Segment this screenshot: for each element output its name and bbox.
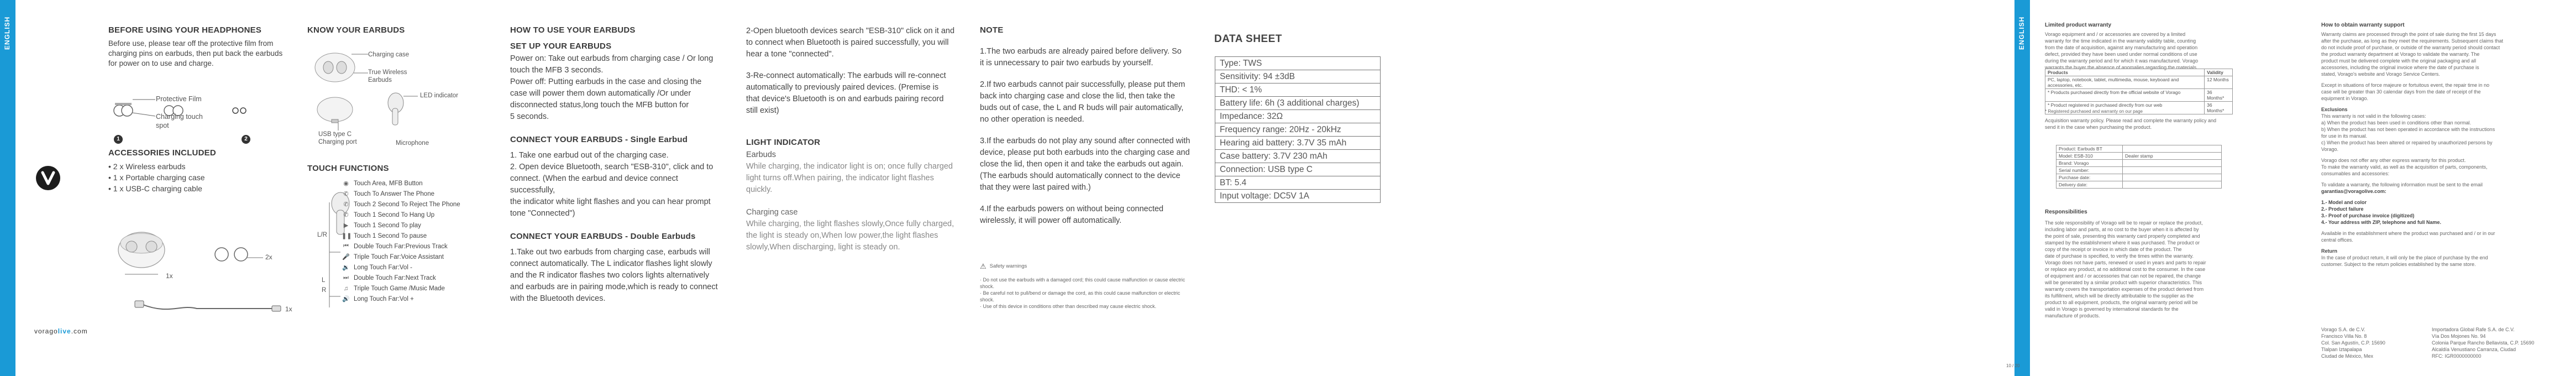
warranty-intro-line: from the date of acquisition, against any manufacturing and operation — [2045, 45, 2198, 50]
obtain-line: do not include proof of purchase, or outside of the warranty period should contact — [2321, 45, 2500, 50]
obtain-line-2: equipment in Vorago. — [2321, 96, 2369, 101]
single-earbud-line: 2. Open device Bluetooth, search "ESB-310", click and to — [510, 163, 713, 171]
spec-cell: Input voltage: DC5V 1A — [1215, 190, 1381, 203]
safety-line: · Use of this device in conditions other than described may cause electric shock. — [980, 304, 1157, 309]
how-to-use-title: HOW TO USE YOUR EARBUDS — [510, 25, 636, 35]
pause-icon: ❚❚ — [342, 233, 352, 239]
warranty-note-line: send it in the case when purchasing the product. — [2045, 124, 2152, 130]
reconnect-line: still exist) — [746, 106, 779, 115]
touch-function-row — [342, 294, 414, 304]
table-header-cell: Products — [2045, 69, 2205, 76]
obtain-line: the product warranty department at Vorago to validate the warranty. The — [2321, 51, 2480, 57]
before-using-title: BEFORE USING YOUR HEADPHONES — [108, 25, 262, 35]
setup-line: touch the MFB 3 seconds. — [510, 66, 604, 75]
case-indicator-line: slowly,When discharging, light is steady on. — [746, 243, 900, 252]
address-line: Tlalpan Iztapalapa — [2321, 347, 2362, 352]
double-earbud-title: CONNECT YOUR EARBUDS - Double Earbuds — [510, 232, 696, 241]
single-earbud-title: CONNECT YOUR EARBUDS - Single Earbud — [510, 135, 688, 144]
touch-function-text: Touch Area, MFB Button — [354, 180, 423, 187]
double-earbud-line: and earbuds are in pairing mode,which is ready to connect — [510, 283, 718, 291]
form-cell — [2123, 174, 2222, 181]
pairing-line: to connect when Bluetooth is paired successfully, you will — [746, 38, 949, 47]
form-cell — [2123, 145, 2222, 153]
earbuds-indicator-line: light turns off.When pairing, the indicator light flashes quickly. — [746, 174, 934, 194]
table-row — [1215, 123, 1381, 137]
table-cell: 12 Months — [2205, 76, 2233, 89]
responsibility-line: of equipment and / or accessories that can not be repaired, the change — [2045, 273, 2201, 279]
obtain-warranty-section — [2321, 21, 2564, 268]
note-line: 3.If the earbuds do not play any sound after connected with — [980, 137, 1190, 145]
spec-cell: THD: < 1% — [1215, 83, 1381, 97]
warranty-intro-line: warrants the buyer the absence of anomalies regarding the materials. — [2045, 65, 2198, 70]
address-line: Vorago S.A. de C.V. — [2321, 327, 2365, 332]
volume-down-icon: 🔉 — [342, 264, 350, 271]
extra-line: consumables and accessories: — [2321, 171, 2390, 176]
safety-line: shock. — [980, 284, 995, 289]
extra-line: To make the warranty valid, as well as the acquisition of parts, components, — [2321, 164, 2488, 170]
language-tab-left — [0, 0, 15, 376]
qty-cable: 1x — [285, 305, 292, 313]
before-using-section — [108, 25, 291, 69]
table-row — [1215, 70, 1381, 83]
note-line: back into charging case and close the lid, then take the — [980, 92, 1176, 101]
note-line: buds out of case, the L and R buds will pair automatically, — [980, 103, 1184, 112]
form-cell: Serial number: — [2056, 167, 2123, 174]
note-line: close the lid, then open it and take the earbuds out again. — [980, 160, 1184, 169]
return-title: Return — [2321, 248, 2337, 254]
spec-cell: Connection: USB type C — [1215, 163, 1381, 176]
setup-line: disconnected status,long touch the MFB button for — [510, 101, 689, 109]
voice-assistant-icon: 🎤 — [342, 254, 350, 260]
play-icon: ▶ — [343, 222, 349, 229]
touch-function-text: Touch 1 Second To pause — [354, 232, 427, 239]
accessory-item: • 1 x Portable charging case — [108, 173, 205, 182]
table-header-cell: Validity — [2205, 69, 2233, 76]
spec-cell: BT: 5.4 — [1215, 176, 1381, 190]
exclusions-title: Exclusions — [2321, 107, 2348, 112]
table-row — [2056, 181, 2222, 189]
touch-functions-list — [342, 178, 463, 311]
table-row — [2045, 76, 2233, 89]
address-line: Importadora Global Rafe S.A. de C.V. — [2432, 327, 2515, 332]
touch-functions-title: TOUCH FUNCTIONS — [307, 164, 389, 173]
obtain-warranty-title: How to obtain warranty support — [2321, 22, 2405, 28]
form-cell: Model: ESB-310 — [2056, 153, 2123, 160]
form-cell — [2123, 167, 2222, 174]
previous-track-icon: ⏮ — [343, 243, 349, 249]
phone-answer-icon: ✆ — [343, 191, 349, 197]
label-usb-port-2: Charging port — [318, 139, 357, 145]
pairing-line: 2-Open bluetooth devices search "ESB-310" click on it and — [746, 27, 955, 35]
return-line: customer. Subject to the return policies established by the same store. — [2321, 262, 2476, 267]
spec-cell: Hearing aid battery: 3.7V 35 mAh — [1215, 137, 1381, 150]
responsibilities-title: Responsibilities — [2045, 209, 2087, 215]
note-line: 2.If two earbuds cannot pair successfully, please put them — [980, 80, 1185, 89]
single-earbud-line: the indicator white light flashes and you can hear prompt — [510, 197, 711, 206]
language-tab-left-label: ENGLISH — [3, 16, 11, 50]
spec-cell: Battery life: 6h (3 additional charges) — [1215, 97, 1381, 110]
responsibilities-section — [2045, 208, 2266, 319]
accessory-item: • 2 x Wireless earbuds — [108, 162, 186, 171]
warranty-note-line: Acquisition warranty policy. Please read and complete the warranty policy and — [2045, 118, 2216, 123]
label-charging-case: Charging case — [368, 51, 410, 58]
warranty-intro-line: defect, provided they have been used under normal conditions of use — [2045, 51, 2197, 57]
note-title: NOTE — [980, 25, 1004, 35]
address-line: Colonia Parque Rancho Bellavista, C.P. 15690 — [2432, 340, 2535, 346]
table-row — [1215, 190, 1381, 203]
touch-function-text: Double Touch Far:Next Track — [354, 274, 436, 281]
earbuds-indicator-label: Earbuds — [746, 150, 777, 159]
touch-function-row — [342, 210, 434, 220]
responsibility-line: valid in Vorago is governed by international standards for the — [2045, 306, 2179, 312]
touch-function-row — [342, 283, 445, 294]
table-row — [2056, 153, 2222, 160]
note-line: wirelessly, it will power off automatically. — [980, 216, 1122, 225]
touch-function-row — [342, 273, 436, 283]
return-line: In the case of product return, it will only be the place of purchase by the end — [2321, 255, 2488, 260]
touch-label-l: L — [322, 277, 326, 284]
label-true-wireless-1: True Wireless — [368, 69, 407, 76]
touch-function-text: Double Touch Far:Previous Track — [354, 243, 448, 250]
responsibility-line: The sole responsibility of Vorago will be to repair or replace the product, — [2045, 220, 2203, 226]
contact-line: To validate a warranty, the following information must be sent to the email — [2321, 182, 2483, 187]
touch-function-row — [342, 231, 427, 241]
responsibility-line: Vorago does not have parts, renewed or used in years and parts to repair — [2045, 260, 2206, 265]
requirement-line: 4.- Your address with ZIP, telephone and full Name. — [2321, 220, 2442, 225]
setup-line: case will power them down automatically /Or under — [510, 89, 691, 98]
setup-line: 5 seconds. — [510, 112, 549, 121]
pairing-line: hear a tone "connected". — [746, 50, 834, 59]
language-tab-right — [2014, 0, 2030, 376]
requirement-line: 3.- Proof of purchase invoice (digitized) — [2321, 213, 2415, 218]
table-row — [2056, 167, 2222, 174]
case-indicator-line: While charging, the light flashes slowly,Once fully charged, — [746, 220, 954, 228]
warning-icon: ⚠ — [980, 262, 987, 270]
touch-function-text: Touch 1 Second To play — [354, 222, 421, 229]
extra-line: Vorago does not offer any other express warranty for this product. — [2321, 158, 2466, 163]
setup-title: SET UP YOUR EARBUDS — [510, 41, 612, 51]
availability-line: central offices. — [2321, 237, 2353, 243]
double-earbud-line: 1.Take out two earbuds from charging case, earbuds will — [510, 248, 710, 257]
responsibility-line: product to all equipment, products, the original warranty period will be — [2045, 300, 2198, 305]
warranty-note — [2045, 108, 2266, 130]
label-charging-spot-1: Charging touch — [156, 113, 203, 121]
table-row — [1215, 83, 1381, 97]
table-row — [1215, 176, 1381, 190]
table-cell: * Products purchased directly from the official website of Vorago — [2045, 89, 2205, 102]
obtain-line-2: case will be greater than 30 calendar days from the date of receipt of the — [2321, 89, 2481, 95]
obtain-line: product must be delivered complete with the original packaging and all — [2321, 58, 2477, 64]
table-row — [1215, 150, 1381, 163]
form-cell: Delivery date: — [2056, 181, 2123, 189]
touch-function-row — [342, 241, 448, 252]
form-cell: Product: Earbuds BT — [2056, 145, 2123, 153]
warranty-intro-line: warranty for the time indicated in the warranty validity table, counting — [2045, 38, 2196, 44]
brand-wordmark — [34, 327, 88, 335]
table-row — [2056, 145, 2222, 153]
touch-label-lr: L/R — [317, 232, 327, 238]
touch-function-row — [342, 178, 423, 189]
warranty-title: Limited product warranty — [2045, 22, 2112, 28]
address-left — [2321, 326, 2432, 359]
responsibility-line: stamped by the establishment where it was purchased. The product or — [2045, 240, 2200, 246]
responsibility-line: date of purchase is specified, to verify the times within the warranty. — [2045, 253, 2194, 259]
warranty-section — [2045, 21, 2266, 71]
responsibility-line: manufacture of products. — [2045, 313, 2100, 318]
warranty-note-line: * Registered purchased and warranty on our page — [2045, 109, 2143, 114]
responsibility-line: warranty covers the transportation expenses of the product derived from — [2045, 286, 2204, 292]
touch-function-row — [342, 220, 421, 231]
spec-cell: Sensitivity: 94 ±3dB — [1215, 70, 1381, 83]
form-cell — [2123, 160, 2222, 167]
touch-function-text: Touch To Answer The Phone — [354, 190, 434, 197]
table-cell: 36 Months* — [2205, 102, 2233, 114]
obtain-line: accessories, including the original invoice where the date of purchase is — [2321, 65, 2479, 70]
brand-name-left: vorago — [34, 327, 58, 335]
responsibility-line: including labor and parts, at no cost to the buyer when it is affected by — [2045, 227, 2199, 232]
note-line: (The earbuds should automatically connect to the device — [980, 171, 1181, 180]
touch-label-r: R — [322, 287, 327, 294]
qty-earbuds: 2x — [265, 253, 272, 261]
double-earbud-line: and the R indicator flashes two colors lights alternatively — [510, 271, 710, 280]
table-row — [2045, 69, 2233, 76]
address-right — [2432, 326, 2564, 359]
table-row — [1215, 137, 1381, 150]
exclusion-line: for use in its manual. — [2321, 133, 2368, 139]
safety-warning-list — [980, 276, 1195, 310]
address-line: Francisco Villa No. 8 — [2321, 333, 2367, 339]
address-line: Ciudad de México, Mex — [2321, 353, 2374, 359]
contact-email[interactable]: garantias@voragolive.com: — [2321, 189, 2386, 194]
accessories-illustration — [108, 205, 296, 343]
note-section — [980, 25, 1195, 227]
exclusion-line: b) When the product has not been operated in accordance with the instructions — [2321, 127, 2495, 132]
safety-line: · Do not use the earbuds with a damaged cord; this could cause malfunction or cause electric — [980, 277, 1185, 283]
how-to-use-section — [510, 25, 720, 305]
next-track-icon: ⏭ — [343, 274, 349, 281]
exclusion-line: Vorago. — [2321, 147, 2339, 152]
touch-function-text: Touch 1 Second To Hang Up — [354, 211, 435, 218]
game-mode-icon: ♫ — [343, 285, 349, 292]
spec-cell: Case battery: 3.7V 230 mAh — [1215, 150, 1381, 163]
brand-logo-mark — [36, 166, 60, 190]
accessories-title: ACCESSORIES INCLUDED — [108, 148, 216, 158]
table-row — [1215, 110, 1381, 123]
label-protective-film: Protective Film — [156, 95, 202, 103]
vorago-v-icon — [36, 166, 60, 190]
obtain-line: stated, Vorago's website and Vorago Service Centers. — [2321, 71, 2440, 77]
safety-line: shock. — [980, 297, 995, 302]
phone-reject-icon: ✆ — [343, 201, 349, 208]
spec-cell: Impedance: 32Ω — [1215, 110, 1381, 123]
page-number: 10 / 20 — [2006, 363, 2020, 368]
touch-function-row — [342, 252, 444, 262]
address-line: Vía Dos Mojones No. 94 — [2432, 333, 2486, 339]
table-row — [1215, 163, 1381, 176]
touch-function-text: Touch 2 Second To Reject The Phone — [354, 201, 460, 208]
case-indicator-line: the light is steady on,When low power,the light flashes — [746, 231, 938, 240]
safety-line: · Be careful not to pull/bend or damage the cord, as this could cause malfunction or electric — [980, 290, 1181, 296]
accessories-section — [108, 148, 285, 194]
responsibility-line: or replace any product, at no additional cost to the consumer. In the case — [2045, 267, 2206, 272]
obtain-line: Warranty claims are processed through the point of sale during the first 15 days — [2321, 32, 2496, 37]
address-line: Col. San Agustín, C.P. 15690 — [2321, 340, 2385, 346]
responsibility-line: will be generated by a similar product with superior characteristics. This — [2045, 280, 2202, 285]
obtain-line: after the purchase, as long as they meet the requirements. Subsequent claims that — [2321, 38, 2504, 44]
warranty-form-table — [2056, 145, 2222, 189]
step-badge-2: 2 — [242, 135, 250, 144]
accessory-item: • 1 x USB-C charging cable — [108, 184, 202, 193]
table-row — [2045, 89, 2233, 102]
step-badge-1: 1 — [114, 135, 123, 144]
spec-cell: Type: TWS — [1215, 57, 1381, 70]
availability-line: Available in the establishment where the product was purchased and / or in our — [2321, 231, 2495, 236]
know-earbuds-title: KNOW YOUR EARBUDS — [307, 25, 405, 35]
warranty-intro-line: during the warranty period and for which it was manufactured. Vorago — [2045, 58, 2199, 64]
before-using-line-2: charging pins on earbuds, then put back the earbuds — [108, 49, 283, 58]
responsibility-line: its fulfillment, which will be directly attributable to the supplier as the — [2045, 293, 2194, 299]
double-earbud-line: connect automatically. The L indicator flashes light slowly — [510, 259, 712, 268]
touch-function-text: Long Touch Far:Vol + — [354, 295, 414, 302]
touch-function-row — [342, 199, 460, 210]
label-usb-port-1: USB type C — [318, 131, 352, 138]
connection-continued-section — [746, 25, 956, 253]
form-cell: Dealer stamp — [2123, 153, 2222, 160]
label-microphone: Microphone — [396, 140, 429, 147]
form-cell: Purchase date: — [2056, 174, 2123, 181]
table-cell: PC, laptop, notebook, tablet, multimedia, mouse, keyboard and accessories, etc. — [2045, 76, 2205, 89]
touch-function-text: Long Touch Far:Vol - — [354, 264, 412, 271]
case-indicator-label: Charging case — [746, 208, 798, 217]
table-row — [1215, 97, 1381, 110]
table-cell: 36 Months* — [2205, 89, 2233, 102]
requirement-line: 1.- Model and color — [2321, 200, 2367, 205]
form-cell — [2123, 181, 2222, 189]
single-earbud-line: 1. Take one earbud out of the charging case. — [510, 151, 669, 160]
table-row — [2056, 174, 2222, 181]
data-sheet-title: DATA SHEET — [1214, 33, 1282, 45]
safety-warning-label: Safety warnings — [989, 263, 1027, 269]
touch-function-row — [342, 262, 412, 273]
touch-area-icon: ◉ — [343, 180, 349, 187]
table-cell: * Product registered in purchased directly from our web — [2045, 102, 2205, 114]
light-indicator-title: LIGHT INDICATOR — [746, 138, 821, 147]
exclusion-line: c) When the product has been altered or repaired by unauthorized persons by — [2321, 140, 2493, 145]
language-tab-right-label: ENGLISH — [2018, 16, 2026, 50]
note-line: 4.If the earbuds powers on without being connected — [980, 205, 1164, 213]
address-line: RFC: IGR0000000000 — [2432, 353, 2481, 359]
requirement-line: 2.- Product failure — [2321, 206, 2364, 212]
label-charging-spot-2: spot — [156, 122, 169, 129]
before-using-line-1: Before use, please tear off the protective film from — [108, 39, 274, 48]
reconnect-line: 3-Re-connect automatically: The earbuds will re-connect — [746, 71, 946, 80]
spec-cell: Frequency range: 20Hz - 20kHz — [1215, 123, 1381, 137]
exclusion-line: a) When the product has been used in conditions other than normal. — [2321, 120, 2472, 126]
warranty-intro-line: Vorago equipment and / or accessories are covered by a limited — [2045, 32, 2186, 37]
responsibility-line: the point of sale, presenting this warranty card properly completed and — [2045, 233, 2200, 239]
warranty-validity-table — [2045, 69, 2233, 114]
touch-function-row — [342, 189, 434, 199]
data-sheet-table — [1215, 56, 1381, 203]
exclusion-line: This warranty is not valid in the following cases: — [2321, 113, 2426, 119]
reconnect-line: automatically to previously paired devices. (Premise is — [746, 83, 939, 92]
table-row — [1215, 57, 1381, 70]
safety-warning-header — [980, 262, 1027, 271]
before-using-line-3: for power on to use and charge. — [108, 59, 214, 67]
note-line: no other operation is needed. — [980, 115, 1084, 124]
volume-up-icon: 🔊 — [342, 296, 350, 302]
double-earbud-line: with the Bluetooth devices. — [510, 294, 606, 303]
note-line: device, please put both earbuds into the charging case and — [980, 148, 1190, 157]
address-line: Alcaldía Venustiano Carranza, Ciudad — [2432, 347, 2516, 352]
single-earbud-line: connect. (When the earbud and device connect successfully, — [510, 174, 678, 195]
brand-name-live: live — [57, 327, 71, 335]
reconnect-line: that device's Bluetooth is on and earbuds pairing record — [746, 95, 944, 103]
table-row — [2056, 160, 2222, 167]
earbuds-indicator-line: While charging, the indicator light is on; once fully charged — [746, 162, 953, 171]
qty-case: 1x — [166, 272, 173, 280]
touch-function-text: Triple Touch Game /Music Made — [354, 285, 445, 292]
setup-line: Power on: Take out earbuds from charging case / Or long — [510, 54, 713, 63]
brand-name-right: .com — [71, 327, 88, 335]
touch-function-text: Triple Touch Far:Voice Assistant — [354, 253, 444, 260]
setup-line: Power off: Putting earbuds in the case and closing the — [510, 77, 702, 86]
note-line: that they were last paired with.) — [980, 183, 1091, 192]
label-true-wireless-2: Earbuds — [368, 77, 392, 83]
responsibility-line: copy of the receipt or invoice in which date of the product. The — [2045, 247, 2182, 252]
single-earbud-line: tone "Connected") — [510, 209, 575, 218]
phone-hangup-icon: ✆ — [343, 212, 349, 218]
form-cell: Brand: Vorago — [2056, 160, 2123, 167]
obtain-line-2: Except in situations of force majeure or fortuitous event, the repair time in no — [2321, 82, 2490, 88]
note-line: 1.The two earbuds are already paired before delivery. So — [980, 47, 1182, 56]
label-led-indicator: LED indicator — [420, 92, 459, 99]
note-line: it is unnecessary to pair two earbuds by yourself. — [980, 59, 1153, 67]
